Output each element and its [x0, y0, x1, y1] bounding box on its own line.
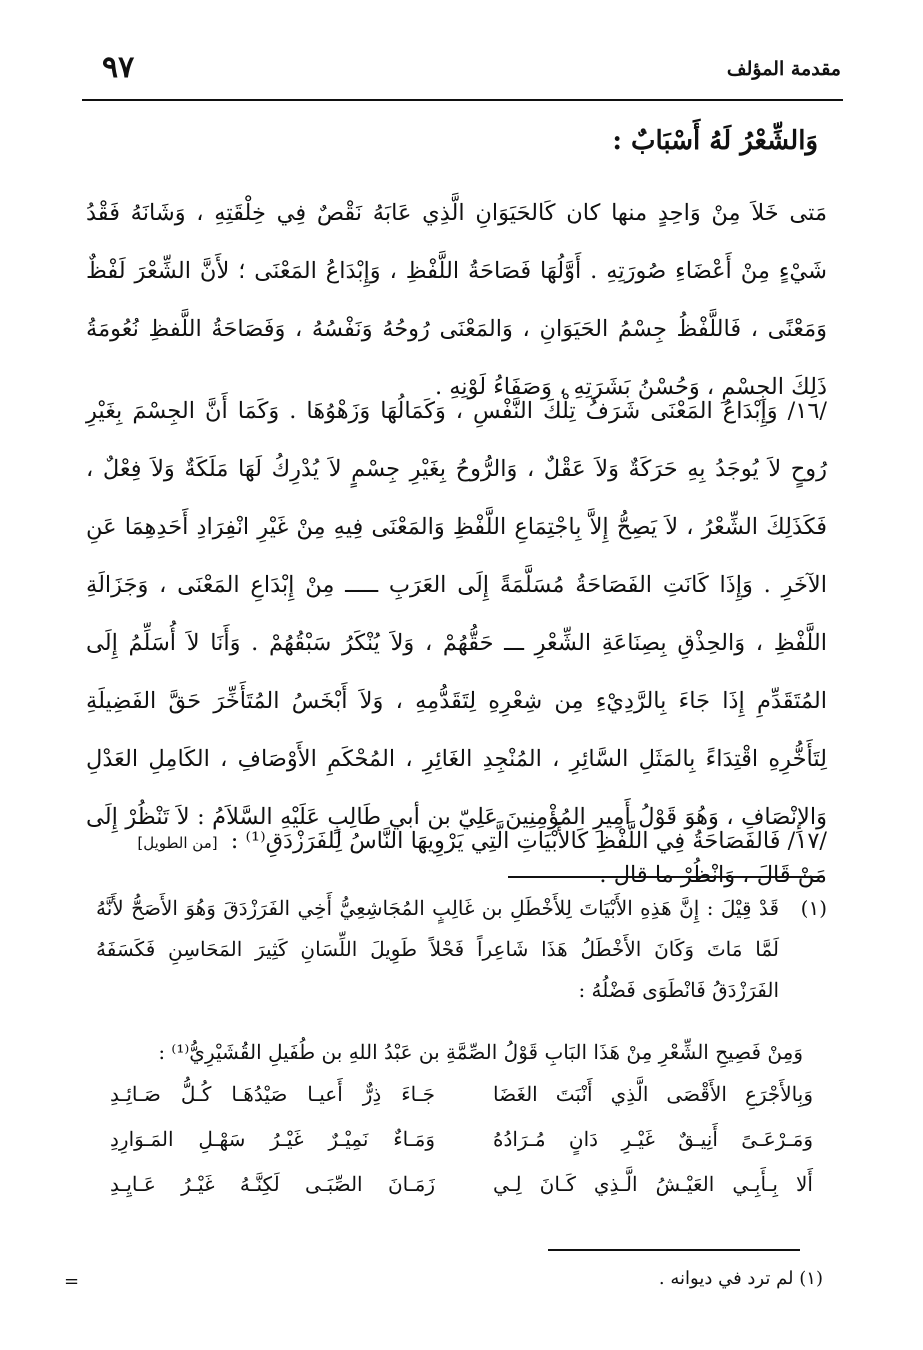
- subheading: وَالشِّعْرُ لَهُ أَسْبَابٌ :: [612, 126, 818, 156]
- running-header: [82, 48, 841, 92]
- footnote-text: قَدْ قِيْلَ : إِنَّ هَذِهِ الأَبْيَاتَ لِلأَخْطَلِ بن غَالِبٍ المُجَاشِعِيُّ أَخِي الفَرَزْدَقَ وَهُوَ الأَصَحُّ لأَنَّهُ لَمَّا مَاتَ وَكَانَ الأَخْطَلُ هَذَا شَاعِراً فَحْلاً طَوِيلَ اللِّسَانِ كَثِيرَ المَحَاسِنِ فَكَسَفَهُ الفَرَزْدَقُ فَانْطَوَى فَضْلُهُ :: [96, 896, 779, 1002]
- verse-first-hemistich: أَلا بِـأَبِـي العَيْـشُ الَّـذِي كَـانَ لِـي: [493, 1172, 813, 1196]
- section-title: مقدمة المؤلف: [726, 58, 841, 80]
- poem-verses: [110, 1082, 813, 1217]
- verse-first-hemistich: وَمَـرْعَـىً أَنِيـقٌ غَيْـرِ دَانٍ مُـرَادُهُ: [493, 1127, 813, 1151]
- verse-row: [110, 1082, 813, 1127]
- paragraph-1: مَتى خَلاَ مِنْ وَاحِدٍ منها كان كَالحَيَوَانِ الَّذِي عَابَهُ نَقْصٌ فِي خِلْقَتِهِ ، وَشَانَهُ فَقْدُ شَيْءٍ مِنْ أَعْضَاءِ صُورَتِهِ . أَوَّلُهَا فَصَاحَةُ اللَّفْظِ ، وَإِبْدَاعُ المَعْنَى ؛ لأَنَّ الشِّعْرَ لَفْظٌ وَمَعْنًى ، فَاللَّفْظُ جِسْمُ الحَيَوَانِ ، وَالمَعْنَى رُوحُهُ وَنَفْسُهُ ، وَفَصَاحَةُ اللَّفظِ نُعُومَةُ ذَلِكَ الجِسْمِ ، وَحُسْنُ بَشَرَتِهِ ، وَصَفَاءُ لَوْنِهِ .: [86, 200, 827, 400]
- verse-row: [110, 1172, 813, 1217]
- verse-second-hemistich: وَمَـاءٌ نَمِيْـرٌ غَيْـرُ سَهْـلِ المَـوَارِدِ: [110, 1127, 435, 1151]
- footnote-number: (١): [800, 896, 827, 920]
- bottom-footnote: (١) لم ترد في ديوانه .: [658, 1268, 823, 1289]
- footnote-verse-intro: وَمِنْ فَصِيحِ الشِّعْرِ مِنْ هَذَا البَابِ قَوْلُ الصِّمَّةِ بن عَبْدُ اللهِ بن طُفَيلِ القُشَيْرِيُّ⁽¹⁾ :: [158, 1040, 803, 1064]
- continuation-mark: =: [64, 1271, 80, 1292]
- verse-first-hemistich: وَبِالأَجْرَعِ الأَقْصَى الَّذِي أَنْبَتَ الغَضَا: [493, 1082, 813, 1106]
- footnote-divider: [508, 876, 823, 878]
- footnote: [96, 888, 827, 1011]
- paragraph-2: /١٦/ وَإِبْدَاعُ المَعْنَى شَرَفُ تِلْكَ النَّفْسِ ، وَكَمَالُهَا وَزَهْوُهَا . وَكَمَا أَنَّ الجِسْمَ بِغَيْرِ رُوحٍ لاَ يُوجَدُ بِهِ حَرَكَةٌ وَلاَ عَقْلٌ ، وَالرُّوحُ بِغَيْرِ جِسْمٍ لاَ يُدْرِكُ لَهَا مَلَكَةٌ وَلاَ فِعْلٌ ، فَكَذَلِكَ الشِّعْرُ ، لاَ يَصِحُّ إِلاَّ بِاجْتِمَاعِ اللَّفْظِ وَالمَعْنَى فِيهِ مِنْ غَيْرِ انْفِرَادِ أَحَدِهِمَا عَنِ الآخَرِ . وَإِذَا كَانَتِ الفَصَاحَةُ مُسَلَّمَةً إِلَى العَرَبِ ـــــ مِنْ إِبْدَاعِ المَعْنَى ، وَجَزَالَةِ اللَّفْظِ ، وَالحِذْقِ بِصِنَاعَةِ الشِّعْرِ ـــ حَقُّهُمْ ، وَلاَ يُنْكَرُ سَبْقُهُمْ . وَأَنَا لاَ أُسَلِّمُ إِلَى المُتَقَدِّمِ إِذَا جَاءَ بِالرَّدِيْءِ مِن شِعْرِهِ لِتَقَدُّمِهِ ، وَلاَ أَبْخَسُ المُتَأَخِّرَ حَقَّ الفَضِيلَةِ لِتَأَخُّرِهِ اقْتِدَاءً بِالمَثَلِ السَّائِرِ ، المُنْجِدِ الغَائِرِ ، المُحْكَمِ الأَوْصَافِ ، الكَامِلِ العَدْلِ وَالإِنْصَافِ ، وَهُوَ قَوْلُ أَمِيرِ المُؤْمِنِينَ عَلِيّ بن أبي طَالِبٍ عَلَيْهِ السَّلاَمُ : لاَ تَنْظُرْ إِلَى مَنْ قَالَ ، وَانْظُرْ ما قال .: [86, 398, 827, 888]
- bottom-footnote-divider: [548, 1249, 800, 1251]
- verse-second-hemistich: زَمَـانَ الصِّبَـى لَكِنَّـهُ غَيْـرُ عَـايِـدِ: [110, 1172, 435, 1196]
- verse-second-hemistich: جَـاءَ ذِرٌّ أَعيـا صَيْدُهَـا كُـلُّ صَـائِـدِ: [110, 1082, 435, 1106]
- paragraph-3-text: /١٧/ فَالفَصَاحَةُ فِي اللَّفْظِ كَالأَبْيَاتِ الَّتِي يَرْوِيهَا النَّاسُ لِلفَرَزْدَقِ⁽¹⁾ :: [230, 828, 827, 854]
- meter-label: [من الطويل]: [137, 834, 218, 852]
- header-rule: [82, 99, 843, 101]
- paragraph-3: [96, 812, 827, 872]
- verse-row: [110, 1127, 813, 1172]
- page-number: ٩٧: [102, 50, 135, 85]
